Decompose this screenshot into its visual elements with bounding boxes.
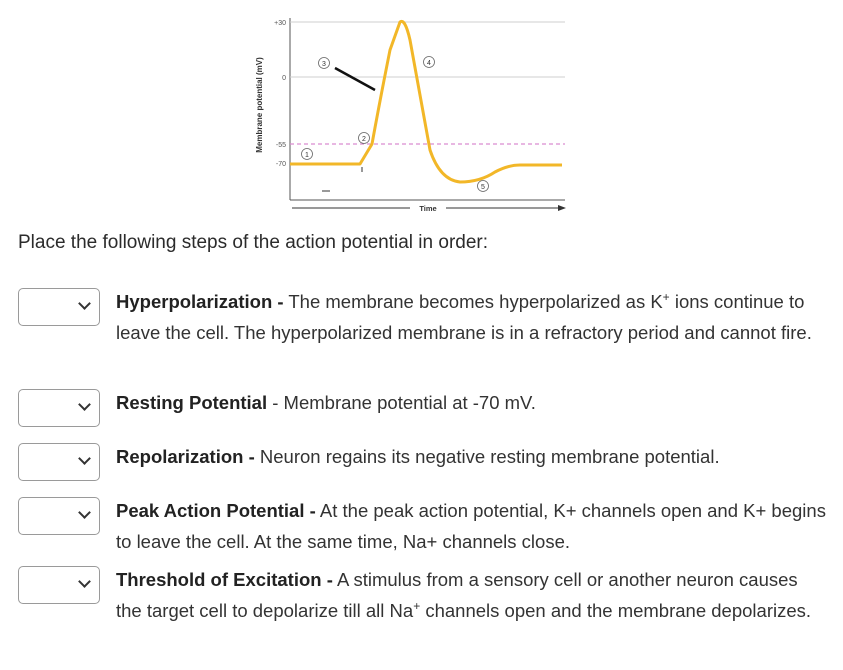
step-desc: Neuron regains its negative resting membrane potential.	[254, 446, 720, 467]
ytick-zero: 0	[282, 75, 286, 82]
step-text	[116, 286, 828, 348]
chevron-down-icon	[78, 506, 91, 519]
step-text	[116, 387, 828, 418]
svg-text:4: 4	[427, 60, 431, 67]
step-title: Peak Action Potential -	[116, 500, 316, 521]
depolarization-pointer	[335, 68, 375, 90]
marker-5	[478, 181, 489, 192]
order-dropdown[interactable]	[18, 497, 100, 535]
svg-text:2: 2	[362, 136, 366, 143]
step-text	[116, 441, 828, 472]
chevron-down-icon	[78, 575, 91, 588]
step-desc: A stimulus from a sensory cell or another neuron causes the target cell to depolarize till all Na	[116, 569, 798, 621]
y-axis-label: Membrane potential (mV)	[255, 57, 264, 153]
step-title: Threshold of Excitation -	[116, 569, 333, 590]
order-dropdown[interactable]	[18, 389, 100, 427]
step-desc-cont: channels open and the membrane depolarizes.	[420, 600, 812, 621]
time-label: Time	[419, 204, 437, 213]
chevron-down-icon	[78, 297, 91, 310]
superscript: +	[413, 598, 421, 613]
svg-text:5: 5	[481, 184, 485, 191]
step-desc: - Membrane potential at -70 mV.	[267, 392, 536, 413]
step-text	[116, 495, 828, 557]
marker-4	[424, 57, 435, 68]
arrowhead-icon	[558, 205, 566, 211]
action-potential-trace	[290, 21, 562, 182]
action-potential-figure	[240, 10, 580, 215]
marker-3	[319, 58, 330, 69]
chevron-down-icon	[78, 398, 91, 411]
marker-2	[359, 133, 370, 144]
order-dropdown[interactable]	[18, 288, 100, 326]
step-text	[116, 564, 828, 626]
step-title: Hyperpolarization -	[116, 291, 284, 312]
step-desc: The membrane becomes hyperpolarized as K	[283, 291, 663, 312]
svg-text:1: 1	[305, 152, 309, 159]
marker-1	[302, 149, 313, 160]
chevron-down-icon	[78, 452, 91, 465]
step-desc-cont: ions continue to leave the cell. The hyperpolarized membrane is in a refractory period and cannot fire.	[116, 291, 812, 343]
question-prompt: Place the following steps of the action potential in order:	[18, 232, 489, 253]
svg-text:3: 3	[322, 61, 326, 68]
step-title: Repolarization -	[116, 446, 255, 467]
order-dropdown[interactable]	[18, 443, 100, 481]
step-title: Resting Potential	[116, 392, 268, 413]
superscript: +	[662, 289, 670, 304]
ytick-minus55: -55	[275, 142, 286, 149]
step-desc: At the peak action potential, K+ channels open and K+ begins to leave the cell. At the same time, Na+ channels close.	[116, 500, 826, 552]
ytick-plus30: +30	[274, 20, 286, 27]
order-dropdown[interactable]	[18, 566, 100, 604]
ytick-minus70: -70	[275, 161, 286, 168]
